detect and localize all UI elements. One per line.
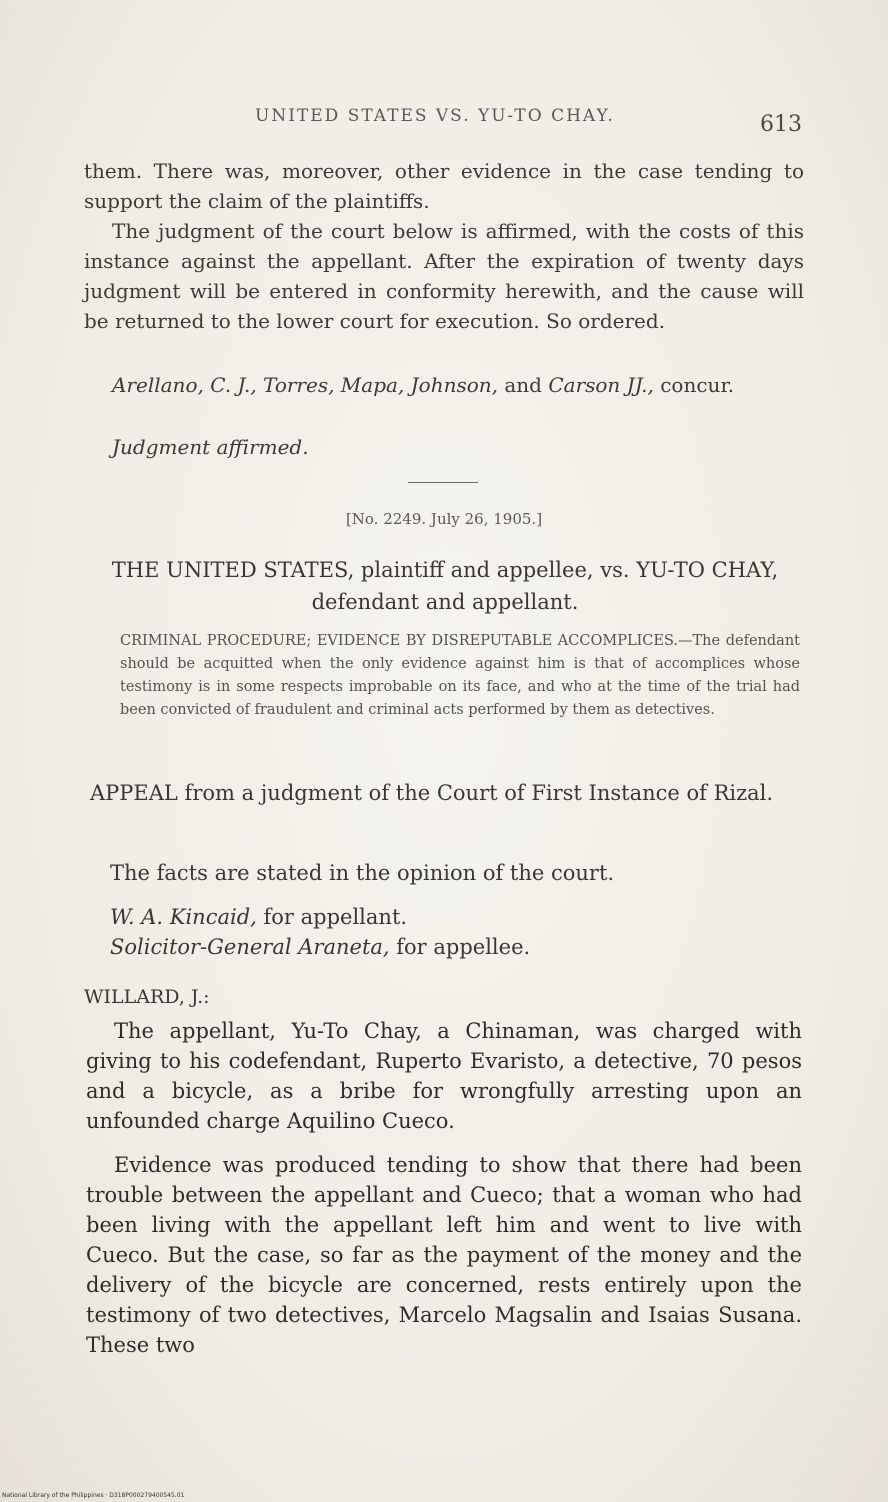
docket-line: [No. 2249. July 26, 1905.] <box>345 510 543 528</box>
counsel-appellant <box>110 902 800 932</box>
headnote-title: CRIMINAL PROCEDURE; EVIDENCE BY DISREPUTABLE ACCOMPLICES. <box>120 633 679 649</box>
prior-case-paragraph-1: them. There was, moreover, other evidence in the case tending to support the claim of the plaintiffs. <box>84 159 804 213</box>
concurring-justice-last: Carson JJ., <box>548 373 654 397</box>
appeal-statement: APPEAL from a judgment of the Court of First Instance of Rizal. <box>90 781 774 805</box>
opinion-paragraph-1: The appellant, Yu-To Chay, a Chinaman, was charged with giving to his codefendant, Ruperto Evaristo, a detective, 70 pesos and a bicycle, as a bribe for wrongfully arresting upon an unfounded charge Aquilino Cueco. <box>86 1019 802 1133</box>
counsel-block <box>110 902 800 962</box>
judge-line: WILLARD, J.: <box>84 986 210 1008</box>
running-head: UNITED STATES VS. YU-TO CHAY. <box>255 106 615 126</box>
opinion-paragraph-2: Evidence was produced tending to show that there had been trouble between the appellant and Cueco; that a woman who had been living with the appellant left him and went to live with Cueco. But the case, so far as the payment of the money and the delivery of the bicycle are concerned, rests entirely upon the testimony of two detectives, Marcelo Magsalin and Isaias Susana. These two <box>86 1153 802 1357</box>
counsel-appellant-role: for appellant. <box>256 905 408 929</box>
counsel-appellee-name: Solicitor-General Araneta, <box>110 935 390 959</box>
section-divider <box>408 482 478 483</box>
case-caption: THE UNITED STATES, plaintiff and appellee, vs. YU-TO CHAY, defendant and appellant. <box>111 558 779 614</box>
concurrence-and: and <box>498 373 549 397</box>
counsel-appellee <box>110 932 800 962</box>
headnote-body: —The defendant should be acquitted when the only evidence against him is that of accomplices whose testimony is in some respects improbable on its face, and who at the time of the trial had been convicted of fraudulent and criminal acts performed by them as detectives. <box>120 633 800 718</box>
concurrence-tail: concur. <box>653 373 735 397</box>
concurrence-line <box>84 370 804 400</box>
concurring-justices: Arellano, C. J., Torres, Mapa, Johnson, <box>112 373 499 397</box>
counsel-appellee-role: for appellee. <box>389 935 531 959</box>
facts-statement: The facts are stated in the opinion of the court. <box>110 861 615 885</box>
prior-case-paragraph-2: The judgment of the court below is affirmed, with the costs of this instance against the appellant. After the expiration of twenty days judgment will be entered in conformity herewith, and the cause will be returned to the lower court for execution. So ordered. <box>84 219 804 333</box>
page-number: 613 <box>760 112 802 137</box>
headnote <box>120 630 800 722</box>
counsel-appellant-name: W. A. Kincaid, <box>110 905 257 929</box>
library-watermark: National Library of the Philippines · D318P000279400545.01 <box>2 1492 185 1499</box>
disposition: Judgment affirmed. <box>112 435 309 459</box>
